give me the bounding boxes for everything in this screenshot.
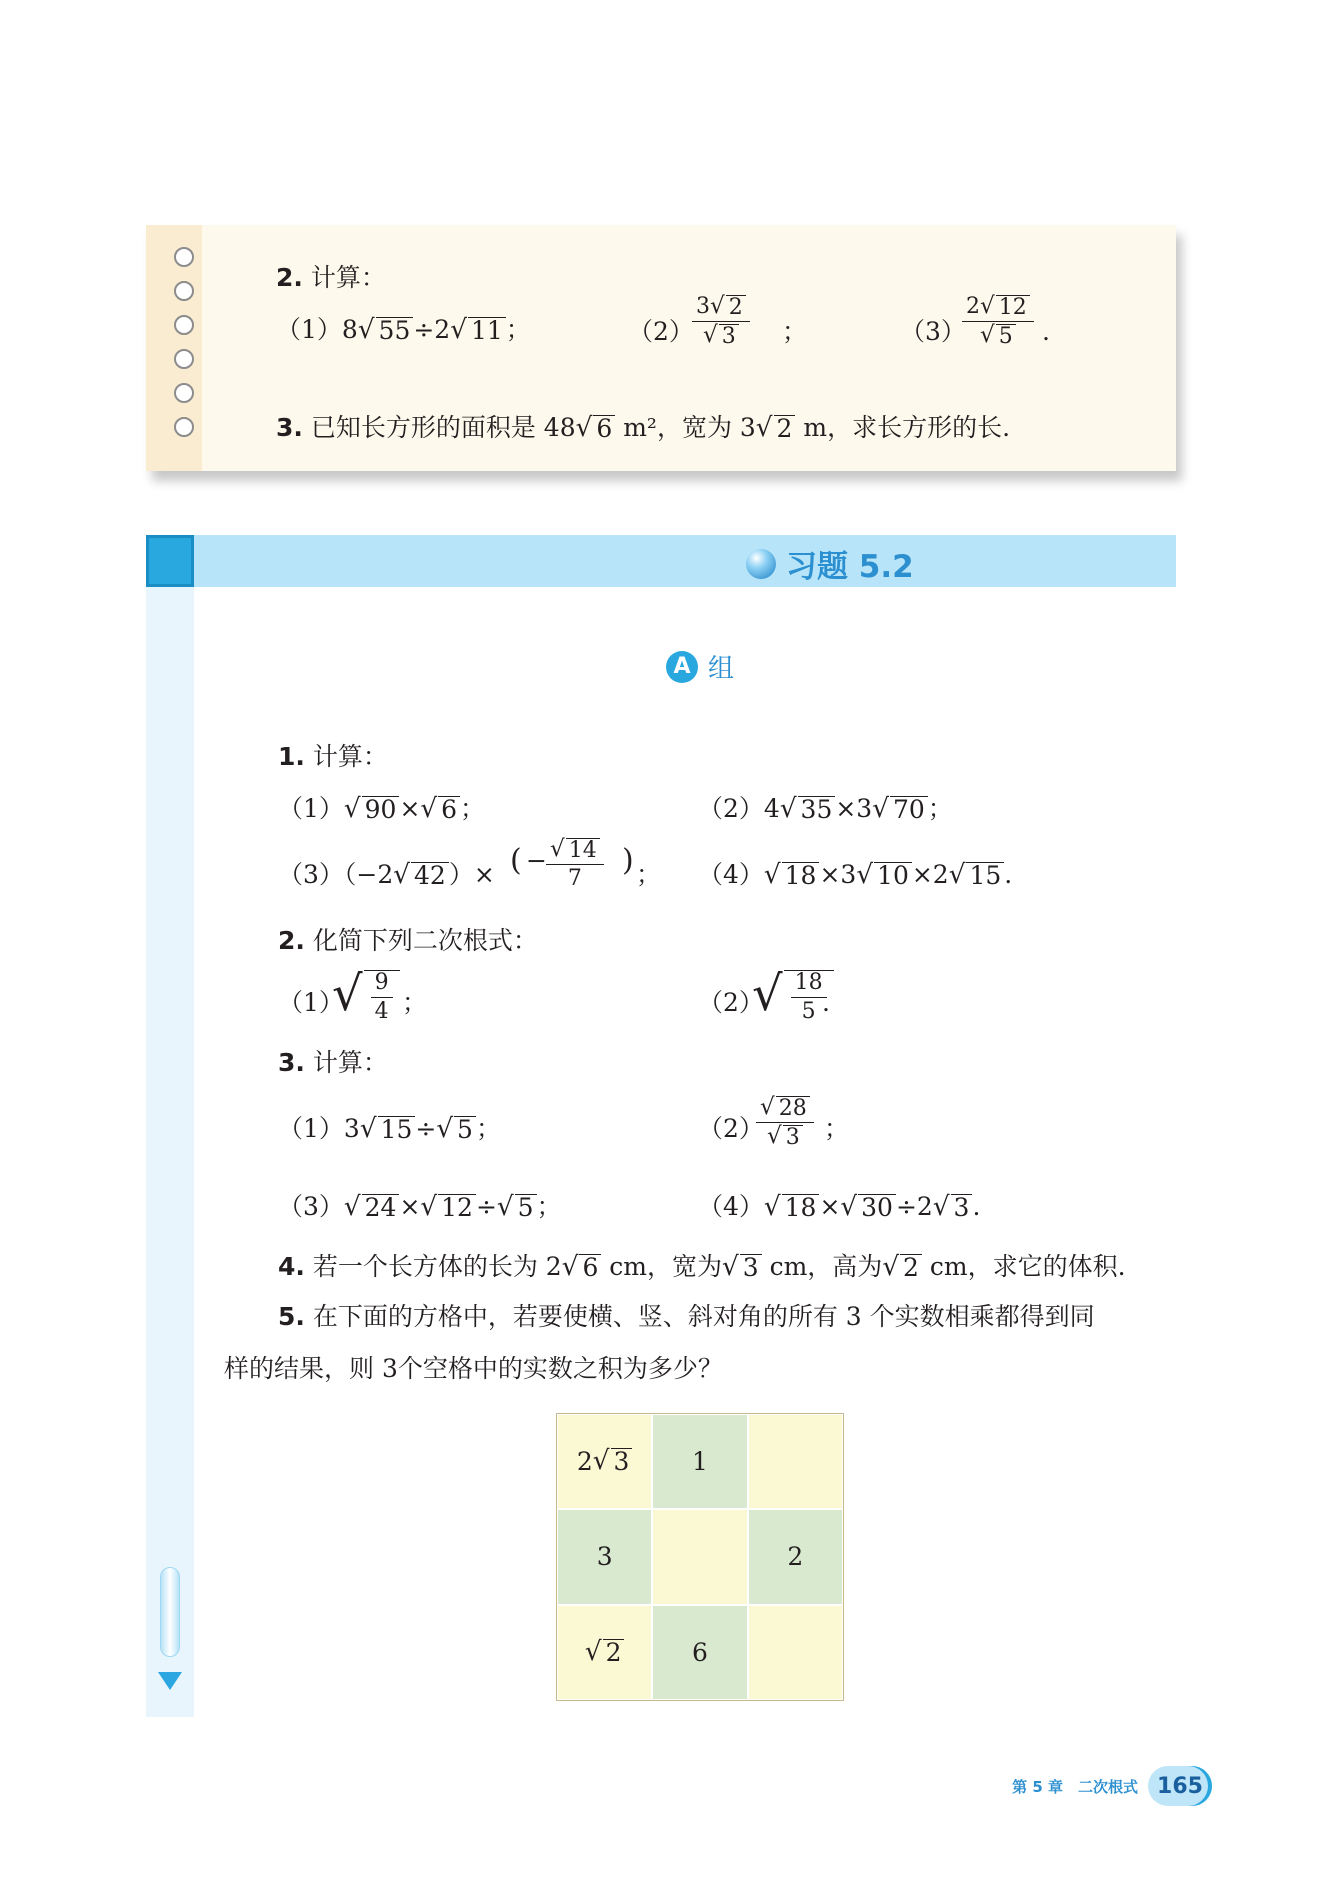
a1-p3-frac: √ 14 7 <box>542 838 608 891</box>
grid-cell-blank <box>748 1414 843 1509</box>
grid-cell-blank <box>652 1509 747 1604</box>
a1-p3-paren-open: ( <box>510 843 522 878</box>
practice-card <box>146 225 1176 471</box>
practice-q2-title: 2. 计算： <box>276 263 386 292</box>
page-number: 165 <box>1148 1766 1212 1806</box>
group-badge: A <box>666 651 698 683</box>
practice-q2-2: （2） <box>628 317 694 346</box>
grid-cell-blank <box>748 1605 843 1700</box>
ring-icon <box>174 247 194 267</box>
practice-q2-3-end: . <box>1042 317 1050 346</box>
grid-cell: 6 <box>652 1605 747 1700</box>
grid-cell: 1 <box>652 1414 747 1509</box>
header-square-icon <box>146 535 194 587</box>
practice-q2-1: （1）8 √ 55 ÷2 √ 11 ； <box>276 315 531 345</box>
a3-p4: （4） √ 18 × √ 30 ÷2 √ 3 . <box>698 1192 981 1222</box>
exercise-header-bar <box>146 535 1176 587</box>
a1-p3-neg: − <box>526 846 547 875</box>
a3-p3: （3） √ 24 × √ 12 ÷ √ 5 ； <box>278 1192 562 1222</box>
grid-cell: 2 √ 3 <box>557 1414 652 1509</box>
grid-cell: 3 <box>557 1509 652 1604</box>
practice-q2-2-end: ； <box>782 317 808 346</box>
a1-title: 1. 计算： <box>278 742 388 771</box>
exercise-title: 习题 5.2 <box>746 541 914 586</box>
magic-square-grid <box>556 1413 844 1701</box>
side-column <box>146 587 194 1717</box>
a2-p2-expr: √ $\frac{18}{5}$ <box>752 970 834 1024</box>
ring-icon <box>174 281 194 301</box>
a1-p4: （4） √ 18 ×3 √ 10 ×2 √ 15 . <box>698 860 1013 890</box>
a2-title: 2. 化简下列二次根式： <box>278 926 538 955</box>
a2-p1: （1） <box>278 988 344 1017</box>
practice-q2-3-frac: 2 √ 12 √ 5 <box>958 295 1038 348</box>
ring-icon <box>174 349 194 369</box>
a2-p2-end: . <box>822 988 830 1017</box>
a2-p1-expr: √ $\frac{9}{4}$ <box>332 970 400 1024</box>
a3-p2-frac: √ 28 √ 3 <box>752 1096 818 1149</box>
page-footer <box>1012 1766 1212 1806</box>
grid-cell: 2 <box>748 1509 843 1604</box>
a3-title: 3. 计算： <box>278 1048 388 1077</box>
a4: 4. 若一个长方体的长为 2 √ 6 cm，宽为 √ 3 cm，高为 √ 2 cm，求它的体积. <box>278 1252 1126 1282</box>
triangle-down-icon <box>158 1672 182 1690</box>
ring-icon <box>174 417 194 437</box>
a5-line2: 样的结果，则 3个空格中的实数之积为多少？ <box>224 1354 723 1383</box>
a2-p2: （2） <box>698 988 764 1017</box>
a1-p3-paren-close: ) <box>622 843 634 878</box>
a3-p2: （2） <box>698 1114 764 1143</box>
practice-q3: 3. 已知长方形的面积是 48 √ 6 m²，宽为 3 √ 2 m，求长方形的长. <box>276 413 1011 443</box>
ring-icon <box>174 315 194 335</box>
a3-p1: （1）3 √ 15 ÷ √ 5 ； <box>278 1114 501 1144</box>
a1-p2: （2）4 √ 35 ×3 √ 70 ； <box>698 794 953 824</box>
scroll-pill-icon <box>160 1567 180 1657</box>
a1-p1: （1） √ 90 × √ 6 ； <box>278 794 486 824</box>
a1-p3: （3）（−2 √ 42 ）× <box>278 860 495 890</box>
globe-icon <box>746 549 776 579</box>
a2-p1-end: ； <box>402 988 428 1017</box>
chapter-label: 第 5 章 二次根式 <box>1012 1777 1138 1796</box>
practice-q2-2-frac: 3 √ 2 √ 3 <box>688 295 754 348</box>
group-a-label: A 组 <box>666 648 734 685</box>
ring-binder <box>174 247 198 451</box>
grid-cell: √ 2 <box>557 1605 652 1700</box>
a3-p2-end: ； <box>824 1114 850 1143</box>
ring-icon <box>174 383 194 403</box>
a1-p3-end: ； <box>636 860 662 889</box>
practice-q2-3: （3） <box>900 317 966 346</box>
a5-line1: 5. 在下面的方格中，若要使横、竖、斜对角的所有 3 个实数相乘都得到同 <box>278 1302 1095 1331</box>
